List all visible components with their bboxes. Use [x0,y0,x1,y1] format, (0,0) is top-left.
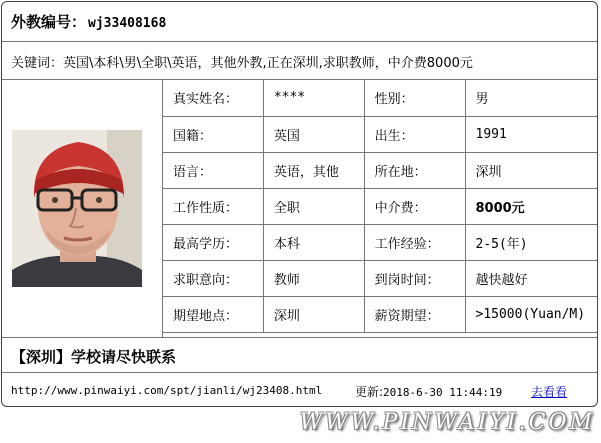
table-row [163,188,599,224]
job-intent-label: 求职意向： [163,260,264,296]
start-time-value: 越快越好 [465,260,598,296]
keywords-row [2,42,597,80]
update-time: 2018-6-30 11:44:19 [383,386,503,399]
language-label: 语言： [163,152,264,188]
site-watermark: WWW.PINWAIYI.COM [299,410,595,435]
contact-row [2,337,597,373]
desired-location-label: 期望地点： [163,296,264,332]
birth-label: 出生： [364,116,465,152]
contact-text: 【深圳】学校请尽快联系 [11,348,177,366]
table-row [163,116,599,152]
table-row [163,260,599,296]
gender-label: 性别： [364,80,465,116]
job-intent-value: 教师 [263,260,364,296]
table-row [163,296,599,332]
gender-value: 男 [465,80,598,116]
nationality-label: 国籍： [163,116,264,152]
card-header [2,2,597,42]
job-type-value: 全职 [263,188,364,224]
education-value: 本科 [263,224,364,260]
agency-fee-value: 8000元 [465,188,598,224]
name-label: 真实姓名： [163,80,264,116]
view-link[interactable]: 去看看 [531,385,568,399]
education-label: 最高学历： [163,224,264,260]
keywords-text: 关键词：英国\本科\男\全职\英语，其他外教,正在深圳,求职教师，中介费8000元 [11,56,473,71]
update-info [355,383,502,400]
card-footer [2,373,597,407]
update-label: 更新: [355,385,384,399]
teacher-id-title [11,11,166,32]
start-time-label: 到岗时间： [364,260,465,296]
profile-photo [12,130,142,287]
resume-card [1,1,598,407]
table-row [163,80,599,116]
name-value: **** [263,80,364,116]
teacher-id-label: 外教编号： [11,13,87,31]
desired-location-value: 深圳 [263,296,364,332]
job-type-label: 工作性质： [163,188,264,224]
salary-value: >15000(Yuan/M) [465,296,598,332]
table-row [163,224,599,260]
salary-label: 薪资期望： [364,296,465,332]
teacher-id: wj33408168 [88,16,167,31]
profile-photo-image [12,130,142,287]
location-value: 深圳 [465,152,598,188]
birth-value: 1991 [465,116,598,152]
experience-value: 2-5(年) [465,224,598,260]
table-row [163,152,599,188]
language-value: 英语，其他 [263,152,364,188]
profile-table [162,80,598,333]
location-label: 所在地： [364,152,465,188]
resume-url: http://www.pinwaiyi.com/spt/jianli/wj23408.html [11,384,323,397]
photo-cell [2,80,163,337]
nationality-value: 英国 [263,116,364,152]
agency-fee-label: 中介费： [364,188,465,224]
experience-label: 工作经验： [364,224,465,260]
